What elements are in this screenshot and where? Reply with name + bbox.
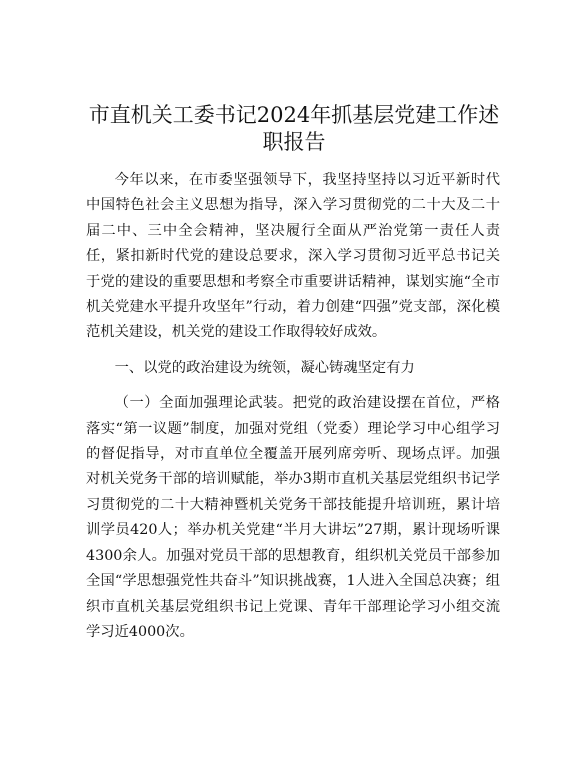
document-body (86, 168, 500, 645)
section-heading: 一、以党的政治建设为统领，凝心铸魂坚定有力 (114, 359, 415, 376)
intro-paragraph: 今年以来，在市委坚强领导下，我坚持坚持以习近平新时代中国特色社会主义思想为指导，深入学习贯彻党的二十大及二十届二中、三中全会精神，坚决履行全面从严治党第一责任人责任，紧扣新时代党的建设总要求，深入学习贯彻习近平总书记关于党的建设的重要思想和考察全市重要讲话精神，谋划实施“全市机关党建水平提升攻坚年”行动，着力创建“四强”党支部，深化模范机关建设，机关党的建设工作取得较好成效。 (86, 172, 500, 341)
document-title: 市直机关工委书记2024年抓基层党建工作述职报告 (88, 103, 500, 154)
subsection-paragraph: （一）全面加强理论武装。把党的政治建设摆在首位，严格落实“第一议题”制度，加强对党组（党委）理论学习中心组学习的督促指导，对市直单位全覆盖开展列席旁听、现场点评。加强对机关党务干部的培训赋能，举办3期市直机关基层党组织书记学习贯彻党的二十大精神暨机关党务干部技能提升培训班，累计培训学员420人；举办机关党建“半月大讲坛”27期，累计现场听课4300余人。加强对党员干部的思想教育，组织机关党员干部参加全国“学思想强党性共奋斗”知识挑战赛，1人进入全国总决赛；组织市直机关基层党组织书记上党课、青年干部理论学习小组交流学习近4000次。 (86, 395, 500, 640)
